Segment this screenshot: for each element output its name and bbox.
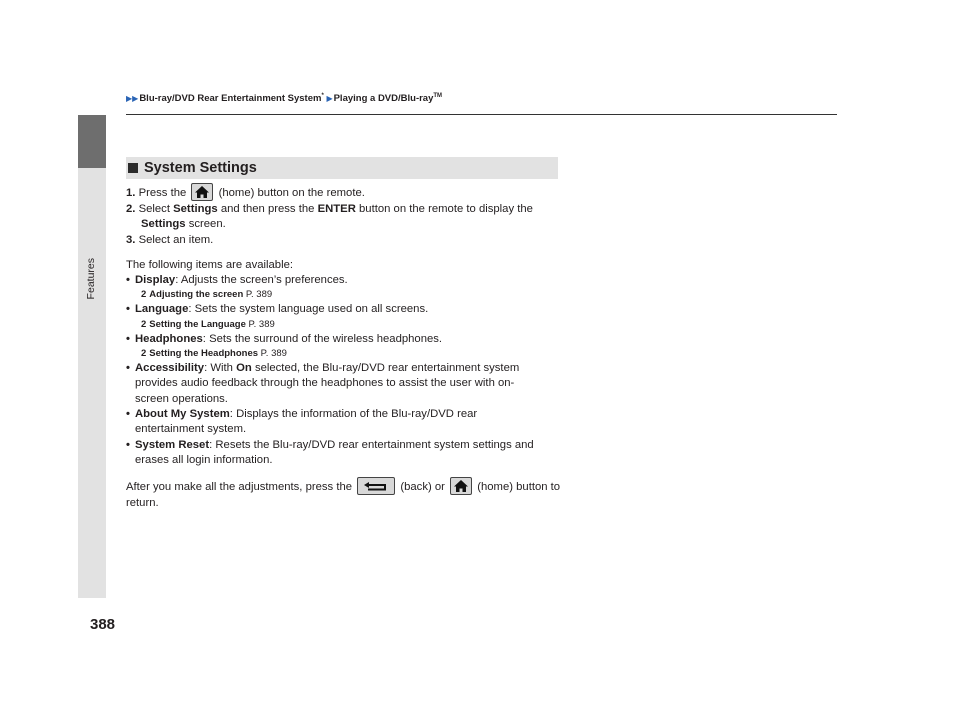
intro-text: The following items are available: <box>126 258 294 271</box>
page-number: 388 <box>90 616 116 633</box>
step-1: 1. Press the (home) button on the remote. <box>126 184 566 202</box>
section-header <box>126 157 558 179</box>
section-title: System Settings <box>144 160 257 176</box>
breadcrumb-tm: TM <box>433 93 443 99</box>
breadcrumb-part1[interactable]: Blu-ray/DVD Rear Entertainment System <box>139 93 322 105</box>
step-2-cont: Settings screen. <box>141 218 226 231</box>
list-item-headphones: • Headphones: Sets the surround of the wireless headphones. <box>126 332 443 345</box>
breadcrumb-arrow-icon: ▶ <box>326 94 333 104</box>
side-tab-label: Features <box>85 258 97 300</box>
side-tab-marker <box>78 115 106 168</box>
list-item-reset: • System Reset: Resets the Blu-ray/DVD rear entertainment system settings and <box>126 438 534 451</box>
list-item-accessibility: • Accessibility: With On selected, the Blu-ray/DVD rear entertainment system <box>126 362 520 375</box>
list-item-about: • About My System: Displays the information of the Blu-ray/DVD rear <box>126 407 478 420</box>
header-rule <box>126 114 837 115</box>
back-icon <box>357 477 395 495</box>
side-tab <box>78 115 106 598</box>
xref-arrow-icon: 2 <box>141 348 147 360</box>
xref-headphones[interactable]: 2 Setting the Headphones P. 389 <box>141 348 287 360</box>
list-item-language: • Language: Sets the system language used on all screens. <box>126 303 429 316</box>
closing-text-line2: return. <box>126 497 159 510</box>
home-icon <box>191 183 213 201</box>
step-3: 3. Select an item. <box>126 233 214 246</box>
breadcrumb-arrow-icon: ▶▶ <box>126 94 139 104</box>
content: 1. Press the (home) button on the remote. 2. Select Settings and then press the ENTER button on the remote to display the Settings screen. 3. Select an item. The following items are available: • Display: Adjusts the screen’s preferences. 2 Adjusting the screen P. 389 • Language: Sets the system language used on all screens. 2 Setting the Language P. 389 • Headphones: Sets the surround of the wireless headphones. 2 Setting the Headphones P. 389 • Accessibility: With On selected, the Blu-ray/DVD rear entertainment system provides audio feedback through the headphones to assist the user with on- screen operations. • About My System: Displays the information of the Blu-ray/DVD rear entertainment system. • System Reset: Resets the Blu-ray/DVD rear entertainment system settings and erases all login information. After you make all the adjustments, press the (back) or (home) button to return. <box>126 184 566 511</box>
list-item-display: • Display: Adjusts the screen’s preferences. <box>126 274 348 287</box>
breadcrumb <box>126 93 442 104</box>
xref-arrow-icon: 2 <box>141 318 147 330</box>
square-bullet-icon <box>128 163 138 173</box>
xref-language[interactable]: 2 Setting the Language P. 389 <box>141 318 275 330</box>
home-icon <box>450 477 472 495</box>
xref-arrow-icon: 2 <box>141 289 147 301</box>
breadcrumb-part2[interactable]: Playing a DVD/Blu-ray <box>333 93 434 105</box>
closing-text: After you make all the adjustments, press the (back) or (home) button to <box>126 478 566 496</box>
xref-display[interactable]: 2 Adjusting the screen P. 389 <box>141 289 273 301</box>
breadcrumb-star: * <box>321 93 324 99</box>
step-2: 2. Select Settings and then press the ENTER button on the remote to display the <box>126 203 533 215</box>
